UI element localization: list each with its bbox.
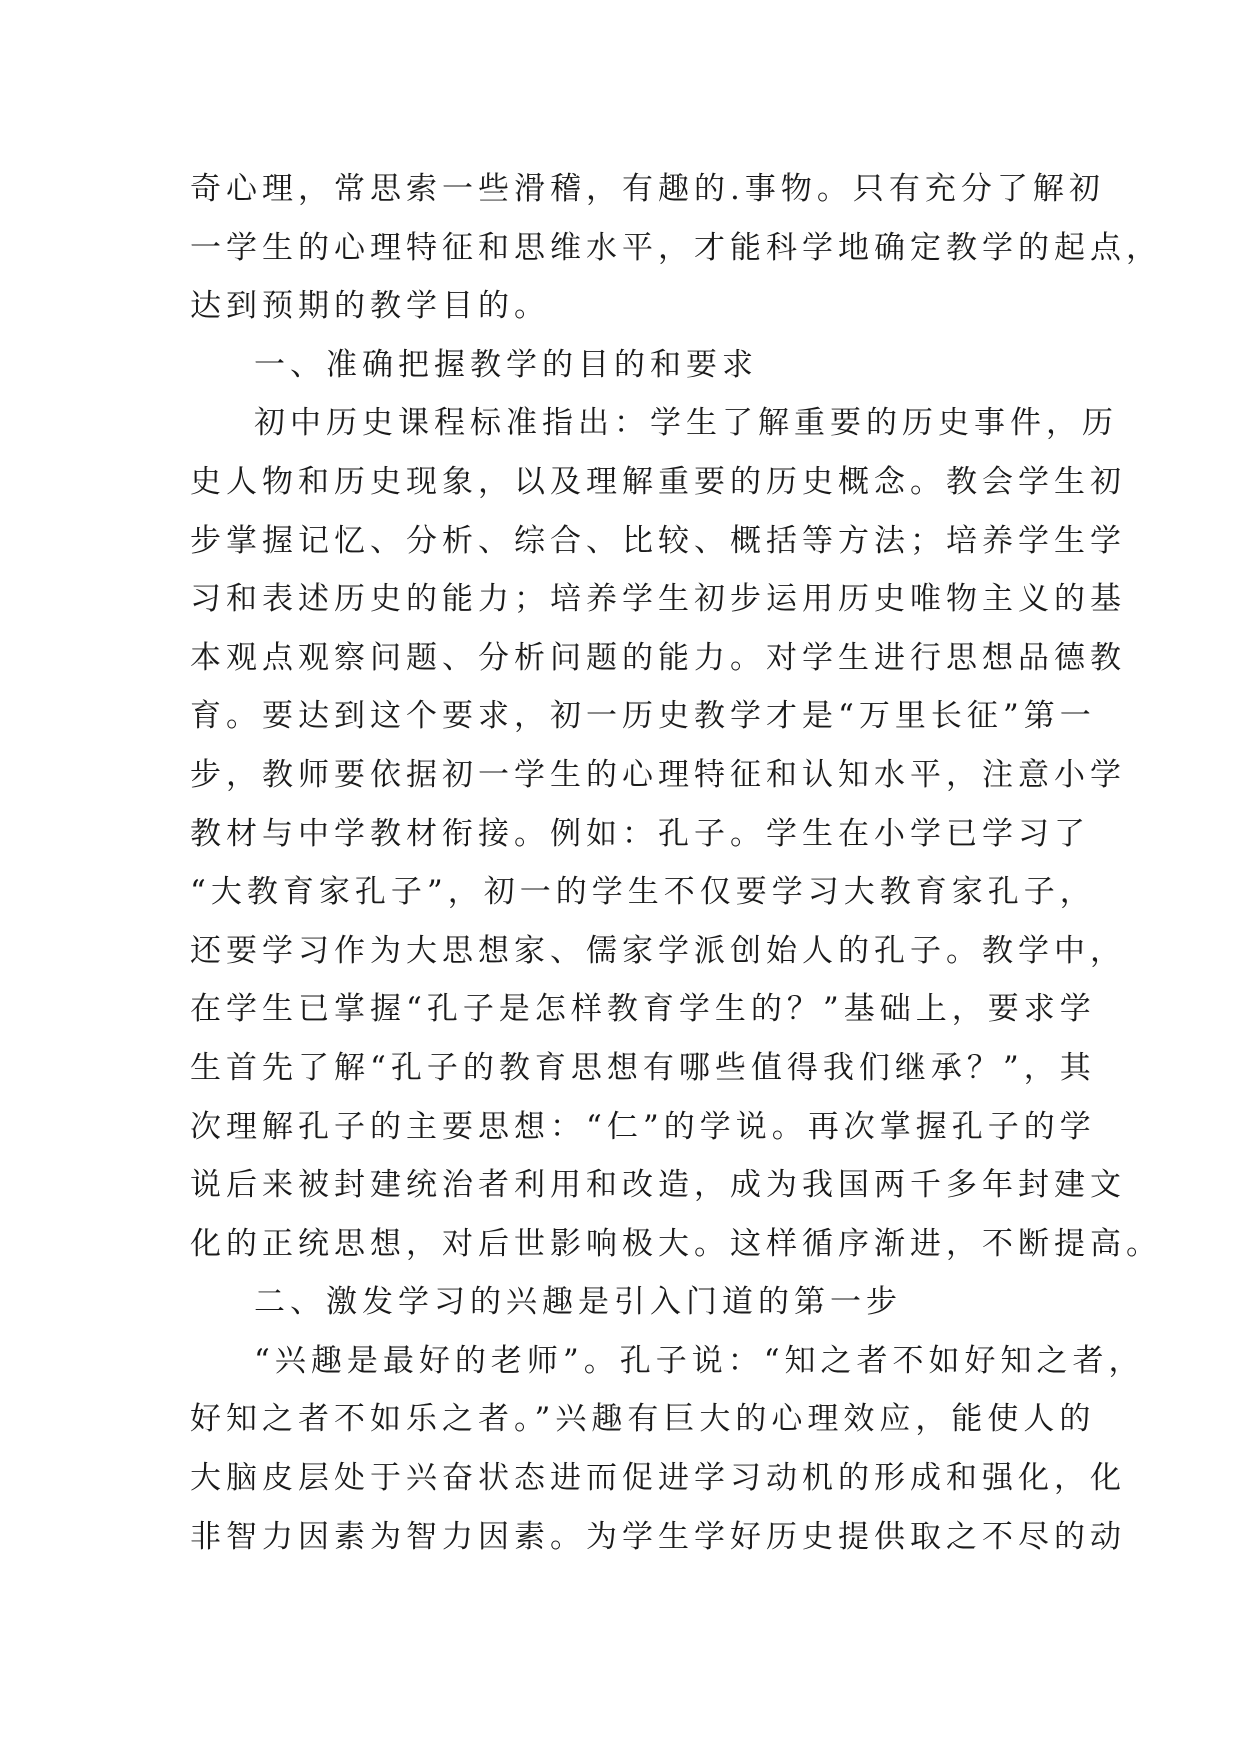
text-line: 步，教师要依据初一学生的心理特征和认知水平，注意小学 bbox=[190, 756, 1126, 793]
section-heading-1: 一、准确把握教学的目的和要求 bbox=[254, 346, 758, 383]
text-line: 步掌握记忆、分析、综合、比较、概括等方法；培养学生学 bbox=[190, 522, 1126, 559]
text-line: 一学生的心理特征和思维水平，才能科学地确定教学的起点， bbox=[190, 229, 1162, 266]
text-line: 初中历史课程标准指出：学生了解重要的历史事件，历 bbox=[254, 405, 1118, 442]
text-line: “大教育家孔子”，初一的学生不仅要学习大教育家孔子， bbox=[190, 874, 1096, 911]
text-line: 教材与中学教材衔接。例如：孔子。学生在小学已学习了 bbox=[190, 815, 1090, 852]
text-line: 还要学习作为大思想家、儒家学派创始人的孔子。教学中， bbox=[190, 932, 1126, 969]
text-line: 奇心理，常思索一些滑稽，有趣的.事物。只有充分了解初 bbox=[190, 171, 1105, 207]
section-heading-2: 二、激发学习的兴趣是引入门道的第一步 bbox=[254, 1284, 902, 1321]
text-line: 非智力因素为智力因素。为学生学好历史提供取之不尽的动 bbox=[190, 1518, 1126, 1555]
text-line: 达到预期的教学目的。 bbox=[190, 288, 550, 325]
text-line: 好知之者不如乐之者。”兴趣有巨大的心理效应，能使人的 bbox=[190, 1401, 1096, 1438]
text-line: 生首先了解“孔子的教育思想有哪些值得我们继承？”，其 bbox=[190, 1049, 1096, 1086]
text-line: 大脑皮层处于兴奋状态进而促进学习动机的形成和强化，化 bbox=[190, 1460, 1126, 1497]
text-line: 习和表述历史的能力；培养学生初步运用历史唯物主义的基 bbox=[190, 581, 1126, 618]
text-line: “兴趣是最好的老师”。孔子说：“知之者不如好知之者， bbox=[254, 1342, 1145, 1379]
text-line: 本观点观察问题、分析问题的能力。对学生进行思想品德教 bbox=[190, 639, 1126, 676]
text-line: 史人物和历史现象，以及理解重要的历史概念。教会学生初 bbox=[190, 463, 1126, 500]
text-line: 次理解孔子的主要思想：“仁”的学说。再次掌握孔子的学 bbox=[190, 1108, 1096, 1145]
text-line: 说后来被封建统治者利用和改造，成为我国两千多年封建文 bbox=[190, 1167, 1126, 1204]
text-line: 育。要达到这个要求，初一历史教学才是“万里长征”第一 bbox=[190, 698, 1096, 735]
body-text bbox=[190, 160, 1162, 1566]
text-line: 化的正统思想，对后世影响极大。这样循序渐进，不断提高。 bbox=[190, 1225, 1162, 1262]
text-line: 在学生已掌握“孔子是怎样教育学生的？”基础上，要求学 bbox=[190, 991, 1096, 1028]
